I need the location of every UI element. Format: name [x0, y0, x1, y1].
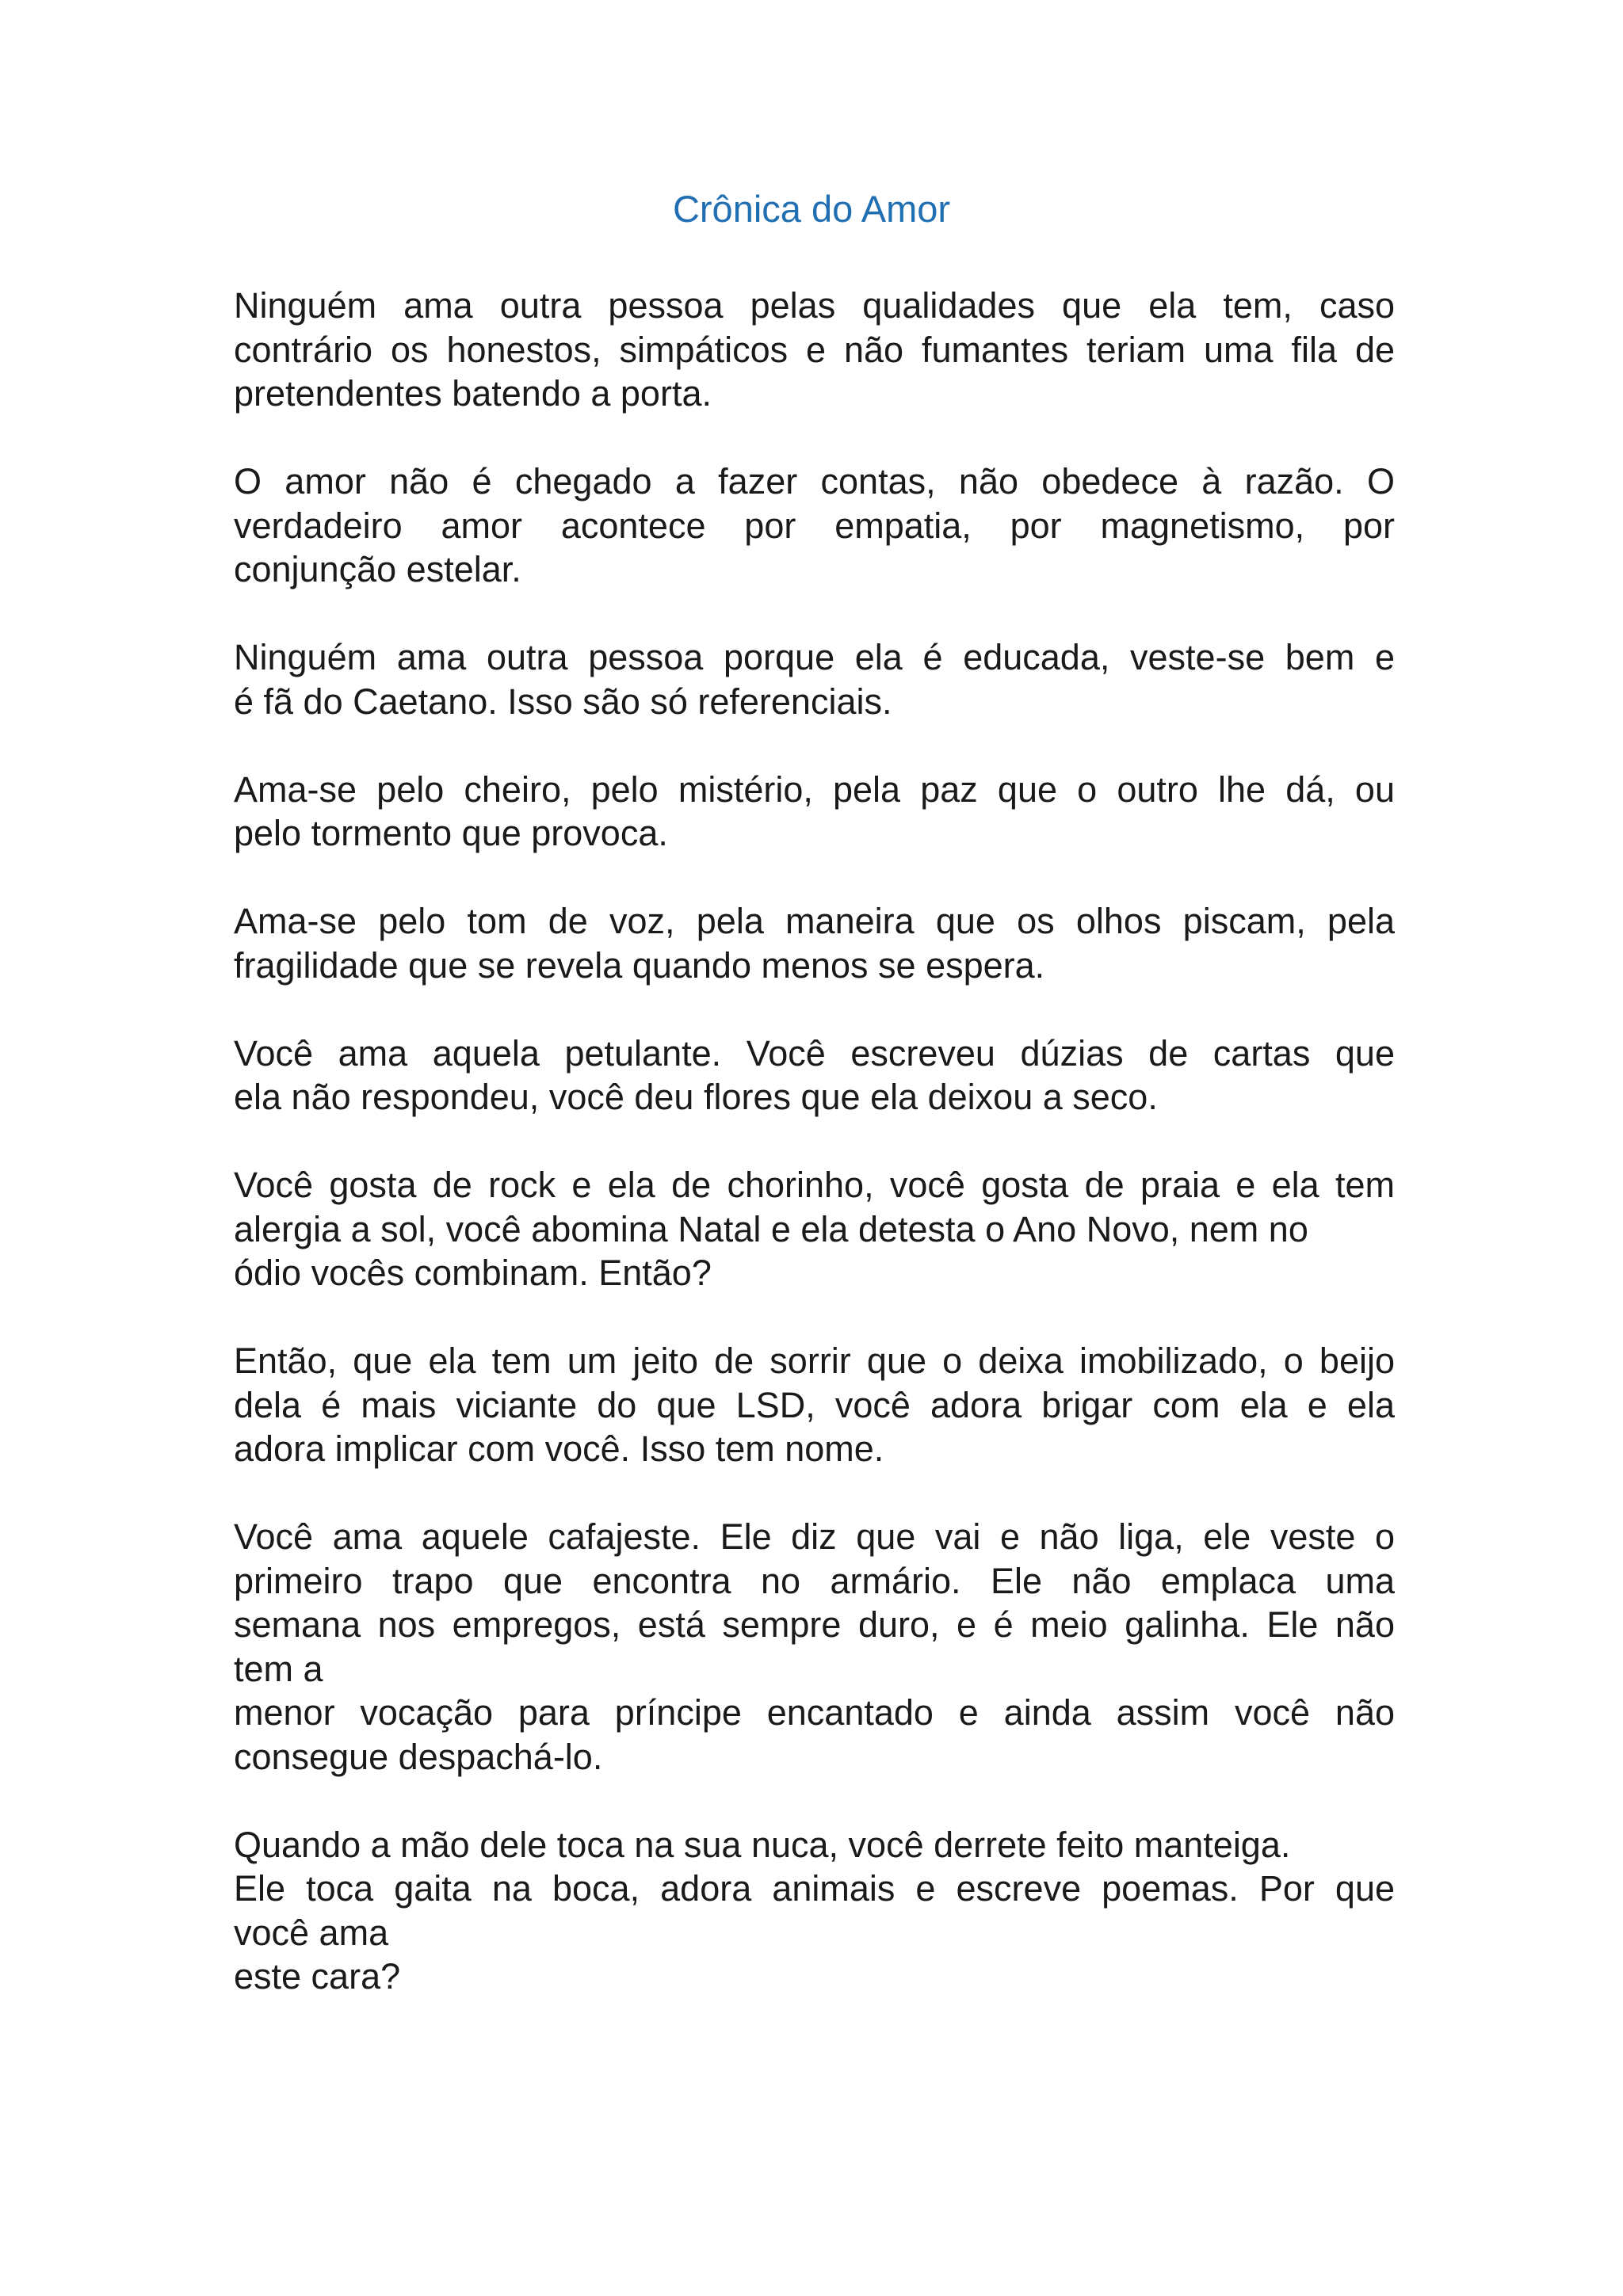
text-line: Você ama aquela petulante. Você escreveu dúzias de cartas que [234, 1032, 1395, 1074]
paragraph-9 [234, 1515, 1395, 1779]
text-line: este cara? [234, 1956, 401, 1997]
text-line: conjunção estelar. [234, 549, 521, 589]
text-line: Ninguém ama outra pessoa pelas qualidades que ela tem, caso [234, 285, 1395, 326]
paragraph-3 [234, 635, 1395, 723]
paragraph-8 [234, 1339, 1395, 1471]
text-line: pretendentes batendo a porta. [234, 373, 712, 414]
paragraph-6 [234, 1032, 1395, 1119]
text-line: Ama-se pelo cheiro, pelo mistério, pela paz que o outro lhe dá, ou [234, 769, 1395, 810]
document-title: Crônica do Amor [672, 188, 951, 230]
text-line: fragilidade que se revela quando menos se espera. [234, 944, 1045, 986]
paragraph-7 [234, 1163, 1395, 1295]
document-body [234, 284, 1395, 2042]
text-line: você ama [234, 1912, 389, 1953]
text-line: Quando a mão dele toca na sua nuca, você derrete feito manteiga. [234, 1824, 1291, 1865]
text-line: Então, que ela tem um jeito de sorrir que o deixa imobilizado, o beijo [234, 1341, 1395, 1381]
text-line: verdadeiro amor acontece por empatia, por magnetismo, por [234, 505, 1395, 546]
text-line: Ama-se pelo tom de voz, pela maneira que os olhos piscam, pela [234, 901, 1395, 941]
paragraph-10 [234, 1823, 1395, 1999]
text-line: O amor não é chegado a fazer contas, não obedece à razão. O [234, 461, 1395, 502]
text-line: alergia a sol, você abomina Natal e ela detesta o Ano Novo, nem no [234, 1208, 1308, 1249]
text-line: Ninguém ama outra pessoa porque ela é educada, veste-se bem e [234, 637, 1395, 677]
text-line: primeiro trapo que encontra no armário. Ele não emplaca uma [234, 1560, 1395, 1601]
text-line: ela não respondeu, você deu flores que ela deixou a seco. [234, 1077, 1158, 1117]
text-line: contrário os honestos, simpáticos e não fumantes teriam uma fila de [234, 329, 1395, 370]
text-line: dela é mais viciante do que LSD, você adora brigar com ela e ela [234, 1384, 1395, 1425]
text-line: menor vocação para príncipe encantado e ainda assim você não [234, 1692, 1395, 1733]
text-line: é fã do Caetano. Isso são só referenciais. [234, 681, 892, 722]
paragraph-5 [234, 899, 1395, 987]
text-line: Ele toca gaita na boca, adora animais e escreve poemas. Por que [234, 1868, 1395, 1909]
paragraph-2 [234, 460, 1395, 592]
text-line: semana nos empregos, está sempre duro, e é meio galinha. Ele não [234, 1604, 1395, 1645]
text-line: Você ama aquele cafajeste. Ele diz que vai e não liga, ele veste o [234, 1516, 1395, 1557]
text-line: ódio vocês combinam. Então? [234, 1253, 712, 1293]
text-line: consegue despachá-lo. [234, 1736, 603, 1777]
text-line: Você gosta de rock e ela de chorinho, você gosta de praia e ela tem [234, 1165, 1395, 1205]
text-line: pelo tormento que provoca. [234, 813, 668, 853]
paragraph-1 [234, 284, 1395, 416]
paragraph-4 [234, 768, 1395, 856]
text-line: tem a [234, 1648, 323, 1689]
text-line: adora implicar com você. Isso tem nome. [234, 1428, 884, 1469]
